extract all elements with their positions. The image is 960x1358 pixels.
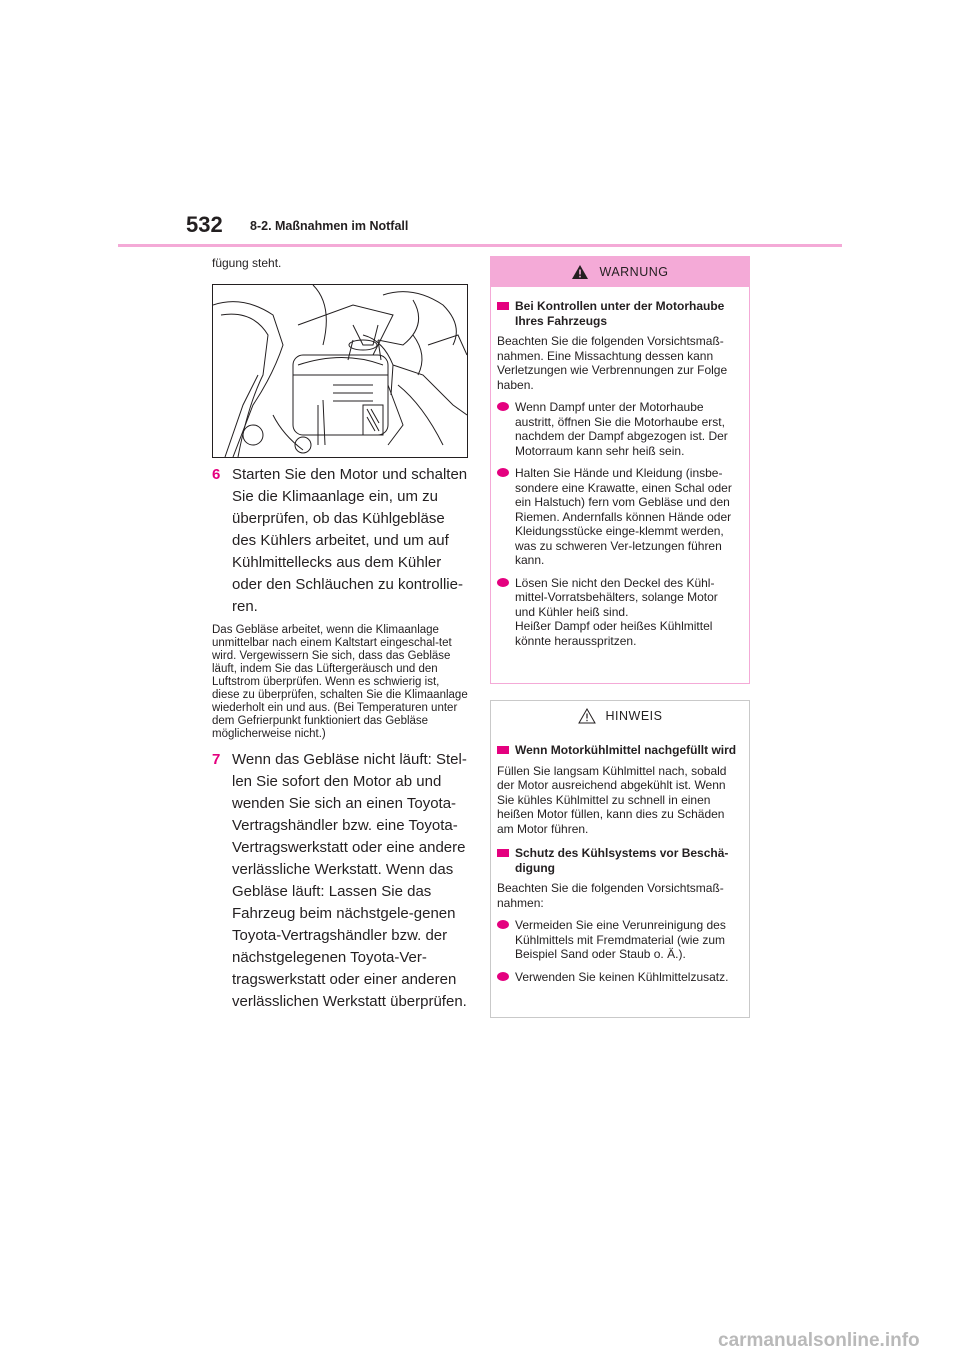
notice-header bbox=[491, 701, 749, 731]
coolant-refill-illustration bbox=[212, 284, 468, 458]
warning-title: WARNUNG bbox=[599, 265, 669, 279]
warning-bullet-text: Halten Sie Hände und Kleidung (insbe-sondere eine Krawatte, einen Schal oder ein Halstuch) fern vom Gebläse und den Riemen. Andernfalls können Hände oder Kleidungsstücke einge-klemmt werden, was zu schweren Ver-letzungen führen kann. bbox=[515, 466, 732, 567]
warning-bullet bbox=[497, 576, 741, 649]
caution-triangle-icon bbox=[578, 708, 596, 724]
step-number: 6 bbox=[212, 466, 221, 483]
notice-bullet-text: Vermeiden Sie eine Verunreinigung des Kühlmittels mit Fremdmaterial (wie zum Beispiel Sand oder Staub o. Ä.). bbox=[515, 918, 726, 961]
notice-text: Füllen Sie langsam Kühlmittel nach, sobald der Motor ausreichend abgekühlt ist. Wenn Sie kühles Kühlmittel zu schnell in einen heißen Motor füllen, kann dies zu Schäden am Motor führen. bbox=[497, 763, 727, 836]
warning-body bbox=[491, 287, 749, 648]
notice-box bbox=[490, 700, 750, 1018]
warning-bullet-text: Lösen Sie nicht den Deckel des Kühl-mittel-Vorratsbehälters, solange Motor und Kühler heiß sind. Heißer Dampf oder heißes Kühlmittel könnte herausspritzen. bbox=[515, 575, 718, 648]
header-divider bbox=[118, 244, 842, 247]
section-title: 8-2. Maßnahmen im Notfall bbox=[250, 219, 409, 233]
notice-body bbox=[491, 731, 749, 984]
notice-heading-text: Wenn Motorkühlmittel nachgefüllt wird bbox=[515, 743, 737, 757]
square-bullet-icon bbox=[497, 302, 509, 310]
notice-title: HINWEIS bbox=[605, 709, 663, 723]
round-bullet-icon bbox=[497, 468, 509, 477]
square-bullet-icon bbox=[497, 746, 509, 754]
step-7 bbox=[212, 749, 470, 1013]
notice-bullet-text: Verwenden Sie keinen Kühlmittelzusatz. bbox=[515, 969, 729, 984]
warning-heading bbox=[497, 299, 741, 328]
round-bullet-icon bbox=[497, 920, 509, 929]
warning-intro: Beachten Sie die folgenden Vorsichtsmaß-nahmen. Eine Missachtung dessen kann Verletzungen wie Verbrennungen zur Folge haben. bbox=[497, 334, 728, 392]
round-bullet-icon bbox=[497, 402, 509, 411]
notice-bullet bbox=[497, 918, 741, 962]
round-bullet-icon bbox=[497, 578, 509, 587]
step-note: Das Gebläse arbeitet, wenn die Klimaanlage unmittelbar nach einem Kaltstart eingeschal-tet wird. Vergewissern Sie sich, dass das Gebläse läuft, indem Sie das Lüftergeräusch und den Luftstrom überprüfen. Wenn es schwierig ist, diese zu überprüfen, schalten Sie die Klimaanlage wiederholt ein und aus. (Bei Temperaturen unter dem Gefrierpunkt funktioniert das Gebläse möglicherweise nicht.) bbox=[212, 624, 468, 740]
left-column bbox=[212, 256, 470, 1013]
warning-bullet bbox=[497, 466, 741, 568]
notice-heading bbox=[497, 846, 741, 875]
step-number: 7 bbox=[212, 751, 221, 768]
notice-bullet bbox=[497, 970, 741, 985]
engine-bay-drawing bbox=[213, 285, 467, 457]
notice-heading bbox=[497, 743, 741, 758]
page-number: 532 bbox=[186, 212, 223, 237]
warning-header bbox=[491, 257, 749, 287]
warning-triangle-icon bbox=[571, 264, 589, 280]
step-6 bbox=[212, 464, 470, 618]
square-bullet-icon bbox=[497, 849, 509, 857]
watermark: carmanualsonline.info bbox=[718, 1330, 920, 1351]
warning-bullet-text: Wenn Dampf unter der Motorhaube austritt, öffnen Sie die Motorhaube erst, nachdem der Dampf abgezogen ist. Der Motorraum kann sehr heiß sein. bbox=[515, 400, 728, 458]
notice-heading-text: Schutz des Kühlsystems vor Beschä-digung bbox=[515, 846, 729, 875]
warning-heading-text: Bei Kontrollen unter der Motorhaube Ihres Fahrzeugs bbox=[515, 299, 725, 328]
intro-text: fügung steht. bbox=[212, 256, 282, 270]
warning-bullet bbox=[497, 400, 741, 458]
round-bullet-icon bbox=[497, 972, 509, 981]
warning-box bbox=[490, 256, 750, 684]
notice-text: Beachten Sie die folgenden Vorsichtsmaß-nahmen: bbox=[497, 881, 724, 910]
step-text: Starten Sie den Motor und schalten Sie die Klimaanlage ein, um zu überprüfen, ob das Kühlgebläse des Kühlers arbeitet, und um auf Kühlmittellecks aus dem Kühler oder den Schläuchen zu kontrollie-ren. bbox=[232, 466, 468, 615]
step-text: Wenn das Gebläse nicht läuft: Stel-len Sie sofort den Motor ab und wenden Sie sich an einen Toyota-Vertragshändler bzw. eine Toyota-Vertragswerkstatt oder eine andere verlässliche Werkstatt. Wenn das Gebläse läuft: Lassen Sie das Fahrzeug beim nächstgele-genen Toyota-Vertragshändler bzw. der nächstgelegenen Toyota-Ver-tragswerkstatt oder einer anderen verlässlichen Werkstatt überprüfen. bbox=[232, 751, 467, 1010]
